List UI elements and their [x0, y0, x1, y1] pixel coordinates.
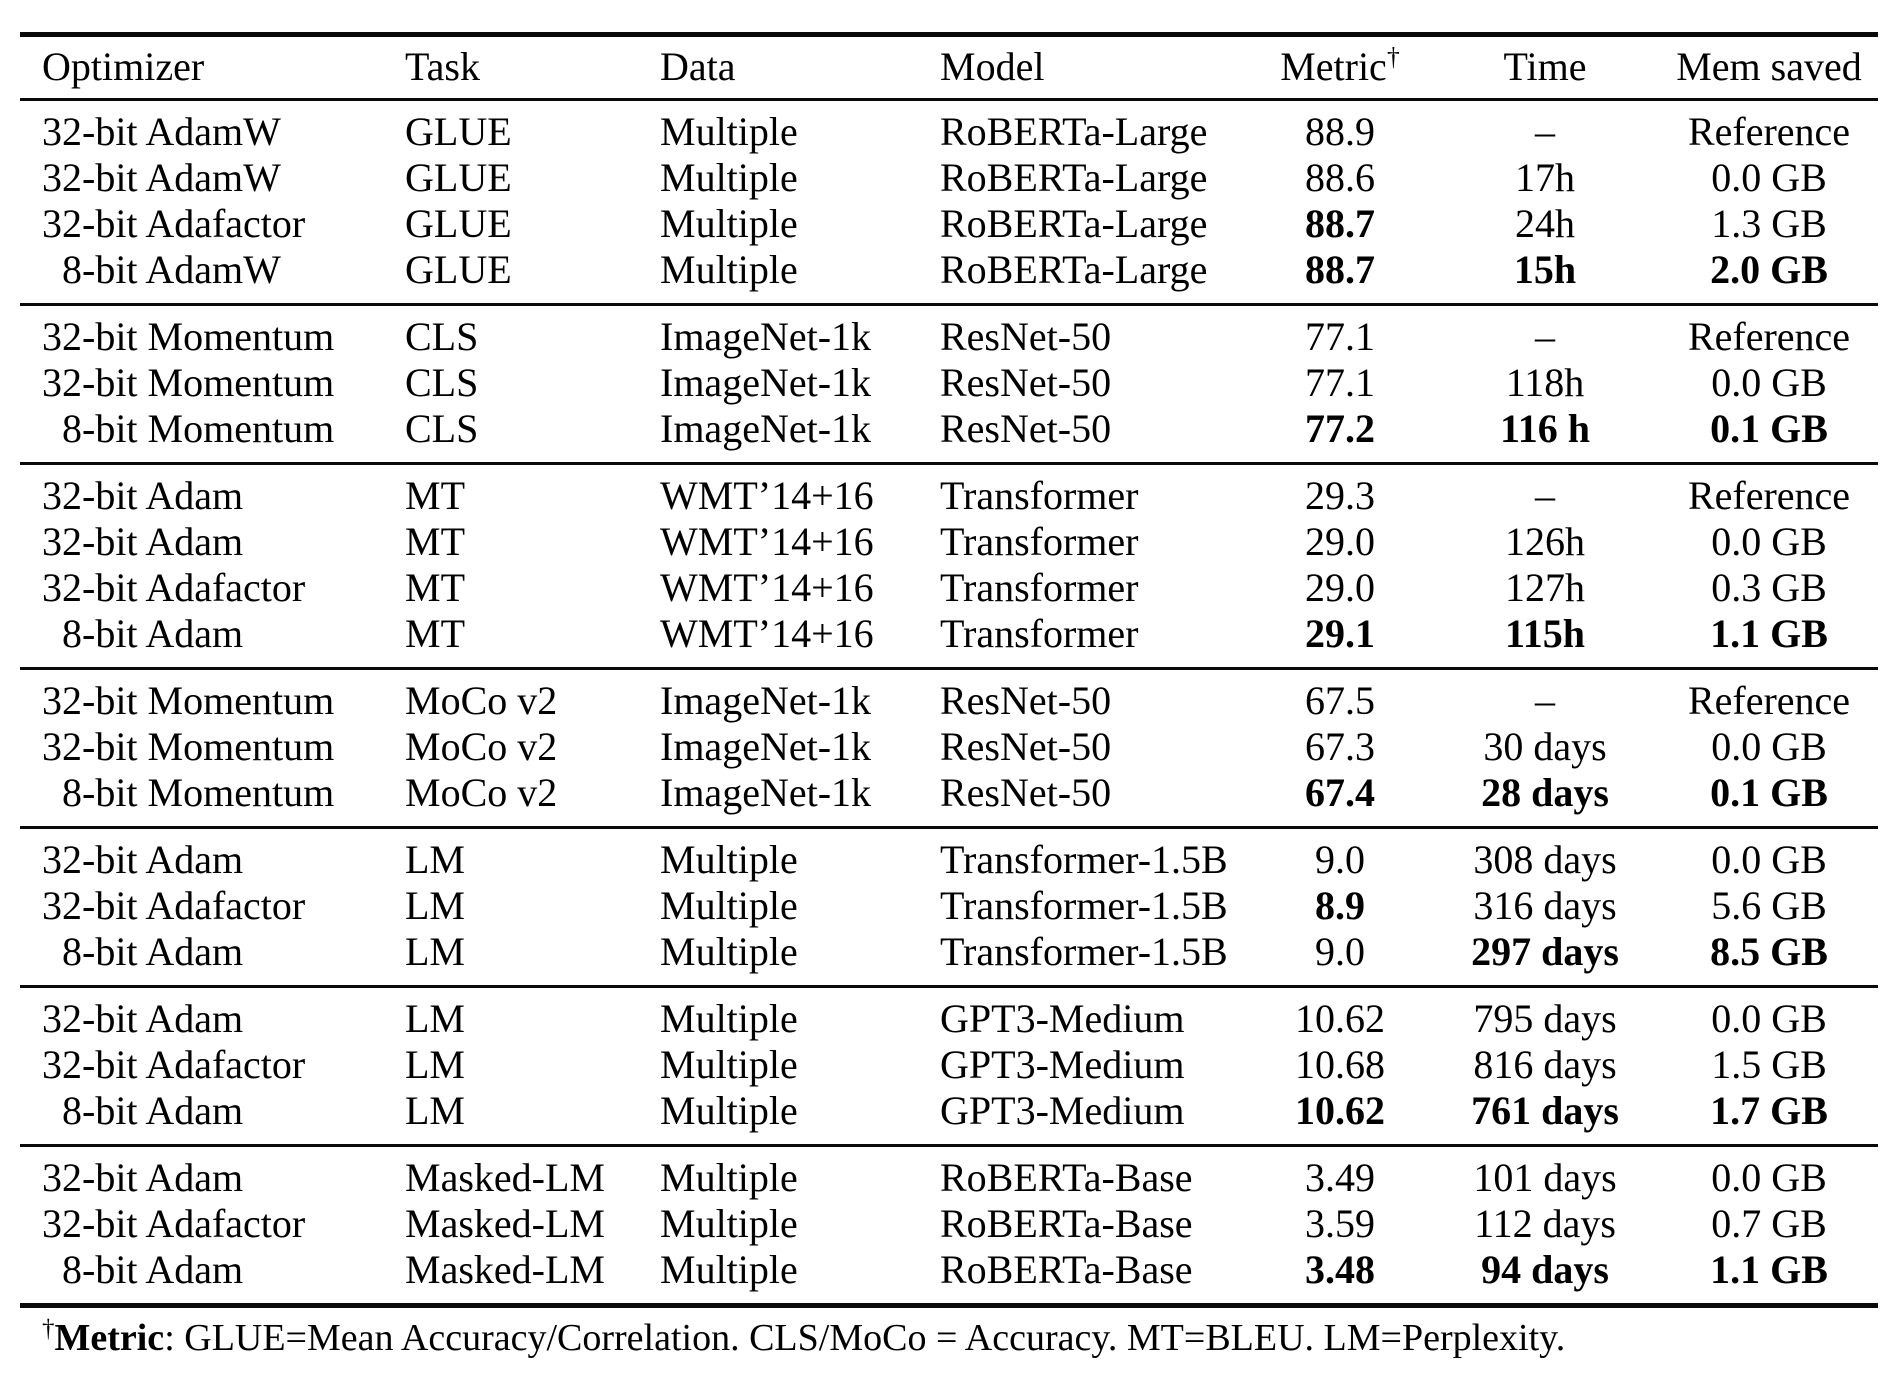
table-header [20, 35, 1878, 100]
cell-metric: 88.7 [1305, 247, 1375, 292]
cell-optimizer: 8-bit Adam [42, 1088, 244, 1133]
table-group-3 [20, 464, 1878, 669]
cell-mem: 0.0 GB [1711, 724, 1827, 769]
cell-time: 761 days [1471, 1088, 1619, 1133]
cell-metric: 88.6 [1305, 155, 1375, 200]
cell-task: MT [405, 473, 465, 518]
cell-model: RoBERTa-Base [940, 1201, 1193, 1246]
cell-mem: 0.1 GB [1710, 406, 1828, 451]
cell-data: Multiple [660, 109, 798, 154]
metric-dagger-icon: † [1386, 42, 1400, 72]
table-row [20, 1042, 1878, 1088]
cell-optimizer: 8-bit Adam [42, 929, 244, 974]
cell-model: ResNet-50 [940, 770, 1112, 815]
cell-data: Multiple [660, 837, 798, 882]
cell-time: 30 days [1483, 724, 1607, 769]
table-row [20, 406, 1878, 464]
cell-data: WMT’14+16 [660, 565, 874, 610]
cell-task: CLS [405, 406, 479, 451]
cell-mem: 0.0 GB [1711, 996, 1827, 1041]
cell-optimizer: 8-bit Momentum [42, 406, 335, 451]
cell-mem: Reference [1687, 473, 1851, 518]
cell-task: LM [405, 883, 465, 928]
cell-metric: 77.2 [1305, 406, 1375, 451]
cell-data: Multiple [660, 247, 798, 292]
table-group-6 [20, 987, 1878, 1146]
cell-model: GPT3-Medium [940, 1088, 1185, 1133]
cell-time: 795 days [1473, 996, 1617, 1041]
cell-model: ResNet-50 [940, 678, 1112, 723]
cell-data: ImageNet-1k [660, 724, 872, 769]
cell-optimizer: 32-bit Adam [42, 996, 244, 1041]
cell-model: GPT3-Medium [940, 1042, 1185, 1087]
cell-metric: 29.1 [1305, 611, 1375, 656]
table-row [20, 100, 1878, 156]
cell-metric: 3.59 [1305, 1201, 1375, 1246]
cell-metric: 88.7 [1305, 201, 1375, 246]
cell-task: GLUE [405, 155, 512, 200]
cell-optimizer: 8-bit Adam [42, 611, 244, 656]
cell-metric: 10.62 [1295, 996, 1385, 1041]
cell-optimizer: 8-bit AdamW [42, 247, 281, 292]
cell-model: Transformer [940, 565, 1139, 610]
table-row [20, 1201, 1878, 1247]
cell-time: 115h [1504, 611, 1586, 656]
table-row [20, 1146, 1878, 1202]
table-group-4 [20, 669, 1878, 828]
cell-task: MoCo v2 [405, 724, 558, 769]
cell-metric: 10.68 [1295, 1042, 1385, 1087]
cell-data: Multiple [660, 996, 798, 1041]
table-row [20, 519, 1878, 565]
cell-metric: 67.3 [1305, 724, 1375, 769]
table-row [20, 1088, 1878, 1146]
cell-model: ResNet-50 [940, 406, 1112, 451]
table-row [20, 987, 1878, 1043]
cell-time: 297 days [1471, 929, 1619, 974]
cell-data: Multiple [660, 1247, 798, 1292]
cell-model: RoBERTa-Large [940, 247, 1208, 292]
cell-optimizer: 32-bit AdamW [42, 109, 281, 154]
cell-time: 308 days [1473, 837, 1617, 882]
cell-time: – [1535, 473, 1555, 518]
cell-time: 118h [1505, 360, 1585, 405]
cell-optimizer: 32-bit Adam [42, 519, 244, 564]
cell-time: – [1535, 314, 1555, 359]
cell-time: 24h [1515, 201, 1575, 246]
column-header-task: Task [405, 44, 480, 89]
cell-optimizer: 32-bit Momentum [42, 724, 335, 769]
table-footnote [20, 1313, 1878, 1363]
cell-model: Transformer-1.5B [940, 883, 1228, 928]
table-group-5 [20, 828, 1878, 987]
cell-task: LM [405, 996, 465, 1041]
cell-mem: 0.3 GB [1711, 565, 1827, 610]
cell-data: Multiple [660, 1155, 798, 1200]
cell-data: Multiple [660, 201, 798, 246]
cell-task: LM [405, 1042, 465, 1087]
cell-data: ImageNet-1k [660, 678, 872, 723]
table-row [20, 929, 1878, 987]
cell-task: LM [405, 837, 465, 882]
cell-time: – [1535, 109, 1555, 154]
cell-mem: 8.5 GB [1710, 929, 1828, 974]
header-row [20, 35, 1878, 100]
cell-time: 127h [1505, 565, 1585, 610]
cell-time: 112 days [1474, 1201, 1616, 1246]
cell-mem: 0.0 GB [1711, 519, 1827, 564]
cell-model: RoBERTa-Large [940, 109, 1208, 154]
cell-metric: 67.5 [1305, 678, 1375, 723]
cell-model: Transformer-1.5B [940, 837, 1228, 882]
cell-metric: 9.0 [1315, 837, 1365, 882]
cell-task: Masked-LM [405, 1155, 605, 1200]
cell-metric: 9.0 [1315, 929, 1365, 974]
cell-time: 15h [1513, 247, 1577, 292]
cell-data: ImageNet-1k [660, 406, 872, 451]
cell-data: Multiple [660, 1042, 798, 1087]
cell-model: ResNet-50 [940, 360, 1112, 405]
cell-metric: 88.9 [1305, 109, 1375, 154]
cell-optimizer: 32-bit Adafactor [42, 201, 306, 246]
cell-task: MoCo v2 [405, 678, 558, 723]
cell-optimizer: 32-bit Adam [42, 473, 244, 518]
cell-metric: 10.62 [1295, 1088, 1385, 1133]
cell-mem: 1.1 GB [1710, 1247, 1828, 1292]
cell-time: 101 days [1473, 1155, 1617, 1200]
footnote-label: Metric [54, 1317, 165, 1359]
cell-data: WMT’14+16 [660, 473, 874, 518]
column-header-mem: Mem saved [1676, 44, 1862, 89]
table-row [20, 305, 1878, 361]
cell-mem: 2.0 GB [1710, 247, 1828, 292]
cell-optimizer: 32-bit Adafactor [42, 1201, 306, 1246]
cell-optimizer: 32-bit Momentum [42, 678, 335, 723]
cell-data: WMT’14+16 [660, 611, 874, 656]
cell-optimizer: 8-bit Momentum [42, 770, 335, 815]
cell-model: ResNet-50 [940, 314, 1112, 359]
cell-time: 126h [1505, 519, 1585, 564]
cell-time: 17h [1515, 155, 1575, 200]
cell-optimizer: 32-bit AdamW [42, 155, 281, 200]
cell-metric: 29.0 [1305, 519, 1375, 564]
cell-task: Masked-LM [405, 1201, 605, 1246]
table-row [20, 883, 1878, 929]
cell-model: Transformer [940, 611, 1139, 656]
cell-mem: 1.1 GB [1710, 611, 1828, 656]
table-row [20, 565, 1878, 611]
table-row [20, 155, 1878, 201]
cell-task: LM [405, 1088, 465, 1133]
cell-time: 316 days [1473, 883, 1617, 928]
cell-metric: 77.1 [1305, 314, 1375, 359]
cell-data: WMT’14+16 [660, 519, 874, 564]
cell-data: ImageNet-1k [660, 360, 872, 405]
cell-model: RoBERTa-Base [940, 1247, 1193, 1292]
cell-metric: 77.1 [1305, 360, 1375, 405]
cell-task: GLUE [405, 109, 512, 154]
cell-data: Multiple [660, 1201, 798, 1246]
table-row [20, 1247, 1878, 1306]
cell-time: 28 days [1481, 770, 1609, 815]
cell-model: Transformer [940, 519, 1139, 564]
cell-mem: Reference [1687, 314, 1851, 359]
cell-mem: 0.0 GB [1711, 837, 1827, 882]
cell-task: MT [405, 519, 465, 564]
cell-task: GLUE [405, 247, 512, 292]
cell-metric: 29.0 [1305, 565, 1375, 610]
table-group-2 [20, 305, 1878, 464]
cell-mem: 1.3 GB [1711, 201, 1827, 246]
cell-optimizer: 32-bit Momentum [42, 360, 335, 405]
cell-mem: 1.5 GB [1711, 1042, 1827, 1087]
cell-model: ResNet-50 [940, 724, 1112, 769]
cell-task: LM [405, 929, 465, 974]
table-group-1 [20, 100, 1878, 305]
cell-mem: 5.6 GB [1711, 883, 1827, 928]
cell-metric: 3.49 [1305, 1155, 1375, 1200]
cell-metric: 67.4 [1305, 770, 1375, 815]
cell-optimizer: 32-bit Adafactor [42, 1042, 306, 1087]
cell-data: ImageNet-1k [660, 314, 872, 359]
cell-model: RoBERTa-Large [940, 201, 1208, 246]
footnote-text: : GLUE=Mean Accuracy/Correlation. CLS/MoCo = Accuracy. MT=BLEU. LM=Perplexity. [164, 1317, 1566, 1359]
cell-time: 116 h [1499, 406, 1591, 451]
cell-optimizer: 8-bit Adam [42, 1247, 244, 1292]
cell-mem: 0.0 GB [1711, 155, 1827, 200]
cell-mem: 1.7 GB [1710, 1088, 1828, 1133]
table-row [20, 360, 1878, 406]
cell-model: RoBERTa-Large [940, 155, 1208, 200]
cell-data: Multiple [660, 883, 798, 928]
column-header-data: Data [660, 44, 736, 89]
cell-task: MT [405, 565, 465, 610]
cell-metric: 8.9 [1315, 883, 1365, 928]
cell-data: ImageNet-1k [660, 770, 872, 815]
column-header-metric: Metric† [1280, 42, 1400, 89]
cell-data: Multiple [660, 155, 798, 200]
cell-optimizer: 32-bit Momentum [42, 314, 335, 359]
cell-model: Transformer-1.5B [940, 929, 1228, 974]
cell-time: 816 days [1473, 1042, 1617, 1087]
dagger-symbol: † [42, 1315, 55, 1343]
cell-model: Transformer [940, 473, 1139, 518]
cell-time: – [1535, 678, 1555, 723]
table-row [20, 669, 1878, 725]
cell-data: Multiple [660, 1088, 798, 1133]
cell-task: CLS [405, 314, 479, 359]
table-row [20, 201, 1878, 247]
cell-mem: 0.1 GB [1710, 770, 1828, 815]
cell-time: 94 days [1481, 1247, 1609, 1292]
cell-optimizer: 32-bit Adam [42, 837, 244, 882]
table-row [20, 770, 1878, 828]
cell-task: GLUE [405, 201, 512, 246]
cell-mem: 0.0 GB [1711, 360, 1827, 405]
column-header-optimizer: Optimizer [42, 44, 205, 89]
cell-mem: Reference [1687, 678, 1851, 723]
cell-mem: 0.7 GB [1711, 1201, 1827, 1246]
cell-task: Masked-LM [405, 1247, 605, 1292]
results-table [20, 32, 1878, 1308]
cell-optimizer: 32-bit Adam [42, 1155, 244, 1200]
table-row [20, 611, 1878, 669]
cell-mem: Reference [1687, 109, 1851, 154]
table-group-7 [20, 1146, 1878, 1306]
table-row [20, 247, 1878, 305]
cell-task: CLS [405, 360, 479, 405]
cell-mem: 0.0 GB [1711, 1155, 1827, 1200]
cell-data: Multiple [660, 929, 798, 974]
column-header-time: Time [1503, 44, 1587, 89]
table-row [20, 828, 1878, 884]
cell-model: RoBERTa-Base [940, 1155, 1193, 1200]
cell-optimizer: 32-bit Adafactor [42, 565, 306, 610]
column-header-model: Model [940, 44, 1045, 89]
cell-optimizer: 32-bit Adafactor [42, 883, 306, 928]
table-row [20, 464, 1878, 520]
cell-task: MoCo v2 [405, 770, 558, 815]
cell-task: MT [405, 611, 465, 656]
cell-metric: 29.3 [1305, 473, 1375, 518]
cell-model: GPT3-Medium [940, 996, 1185, 1041]
cell-metric: 3.48 [1305, 1247, 1375, 1292]
table-row [20, 724, 1878, 770]
